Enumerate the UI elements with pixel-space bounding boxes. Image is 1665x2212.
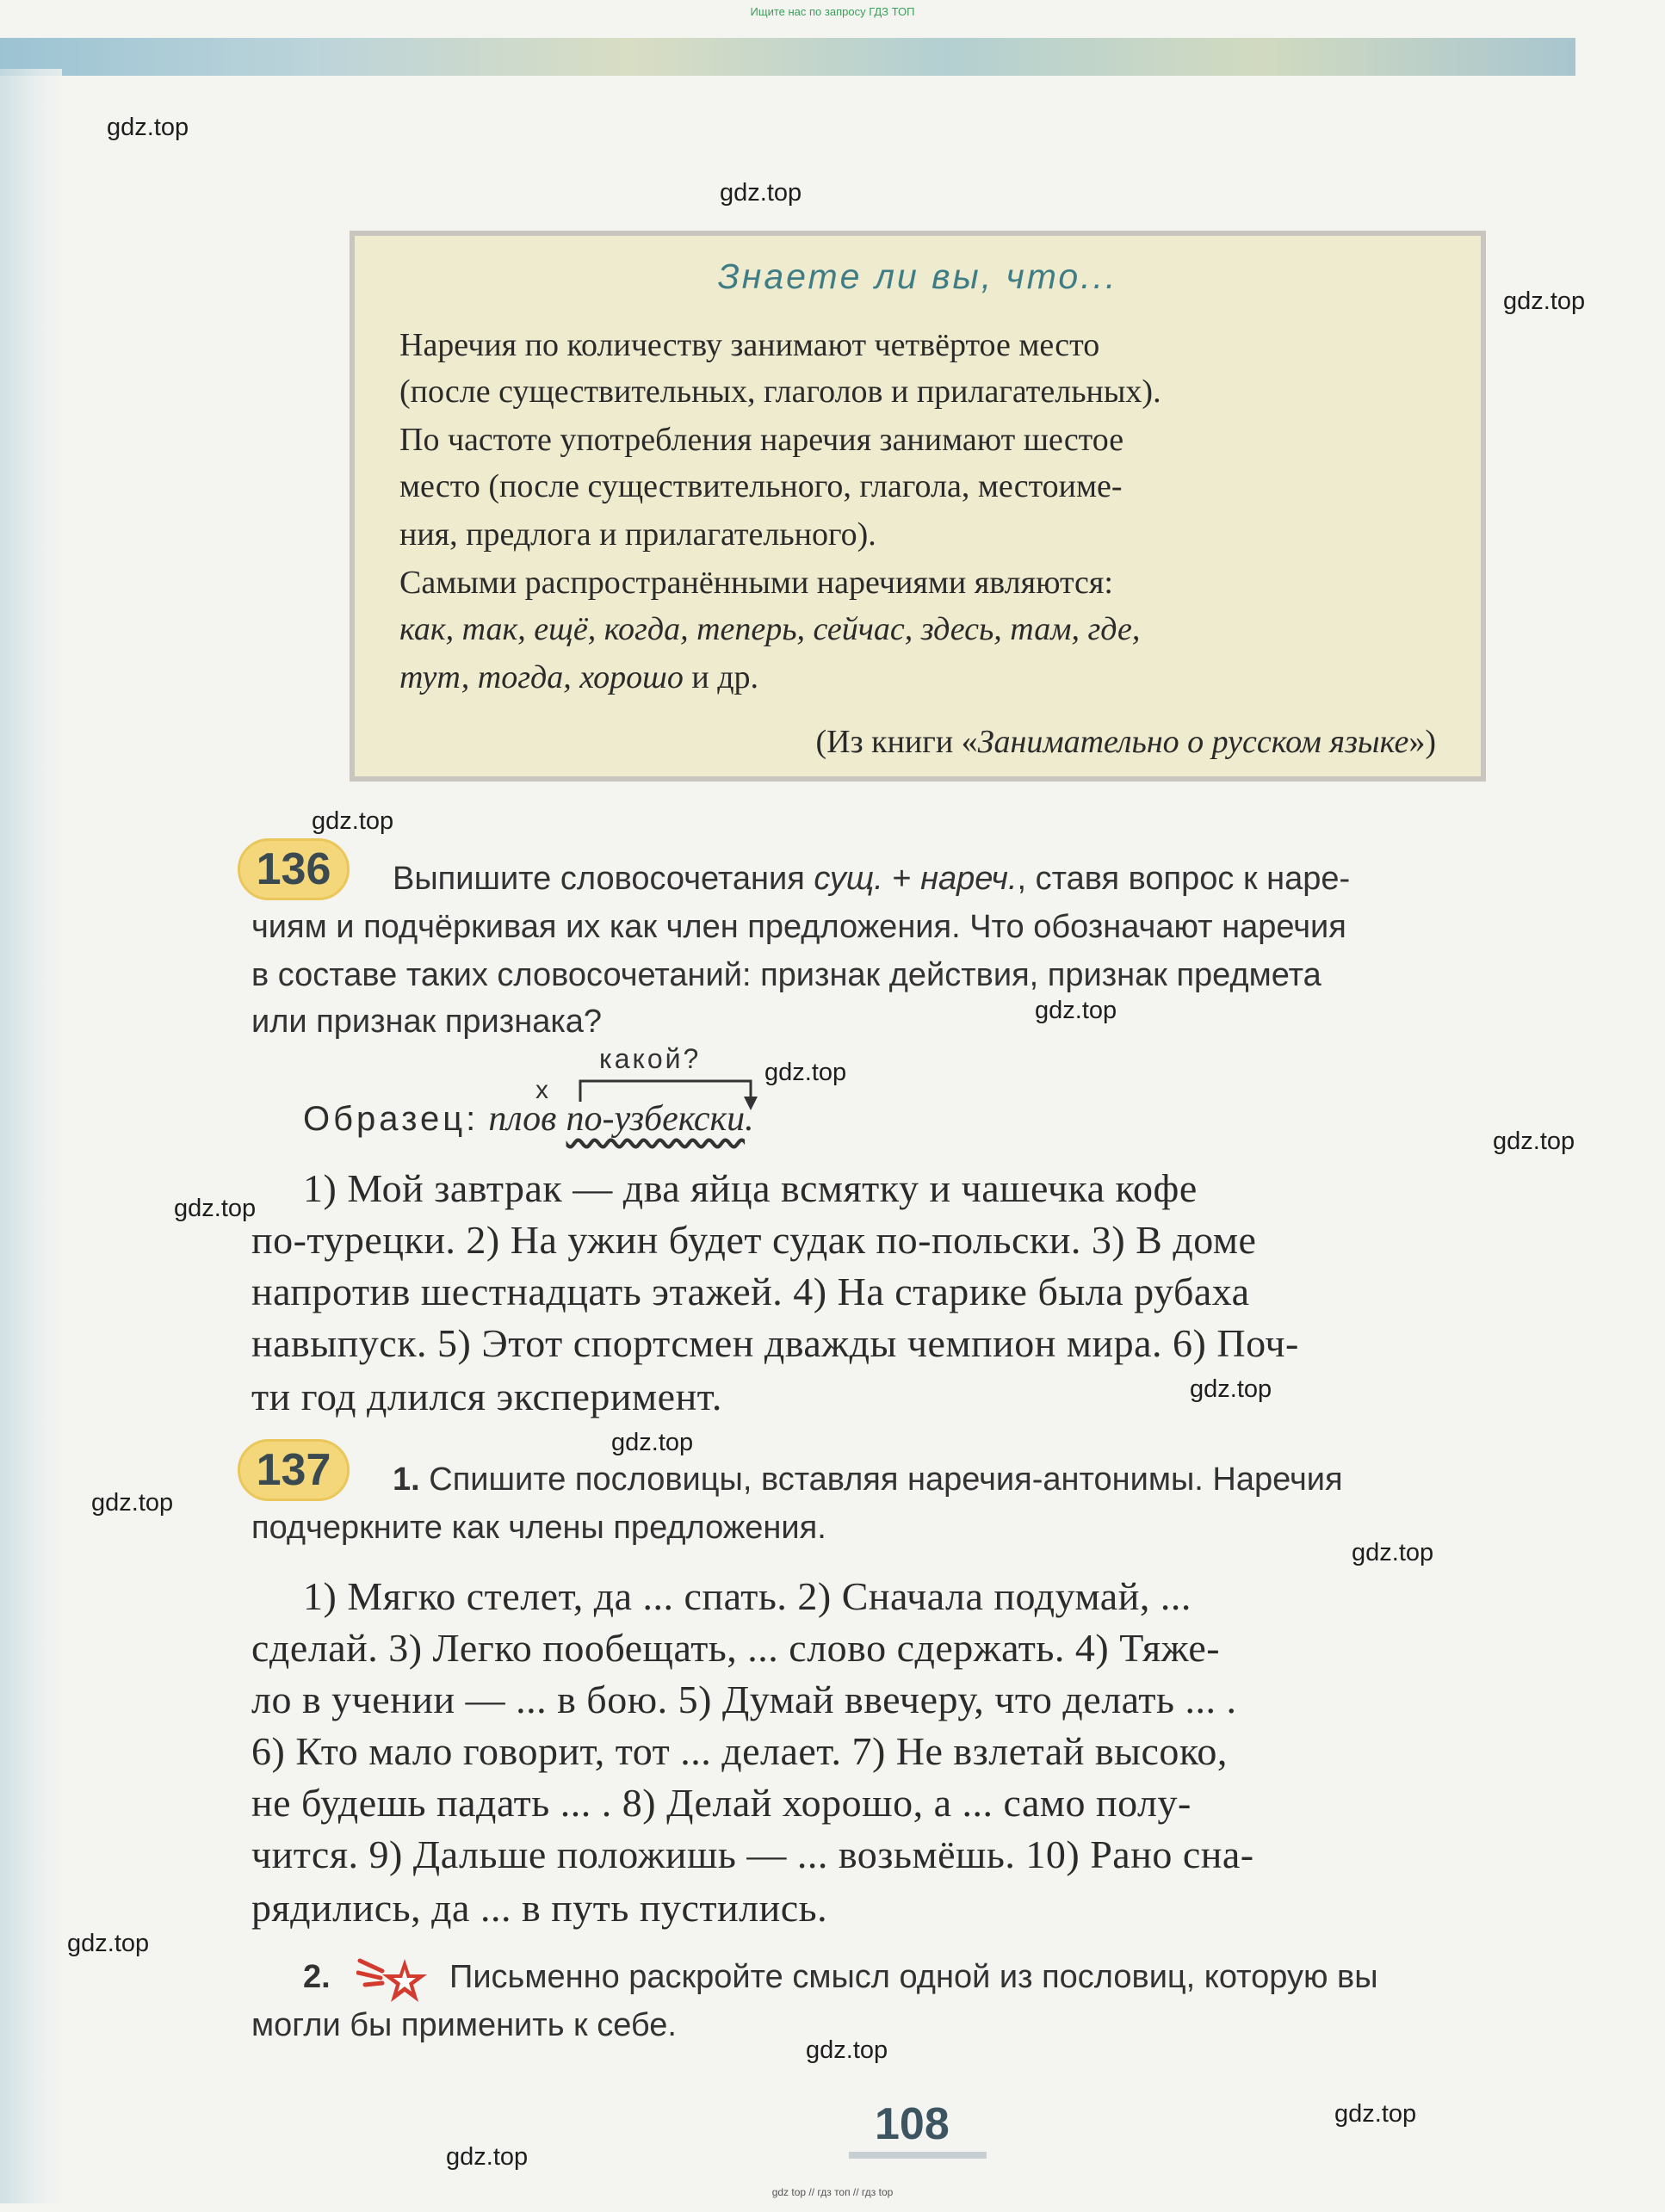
exercise-text-line: по-турецки. 2) На ужин будет судак по-польски. 3) В доме <box>251 1218 1257 1262</box>
sample-x-mark: x <box>535 1076 548 1104</box>
exercise-task-line: или признак признака? <box>251 1004 603 1040</box>
info-line: По частоте употребления наречия занимают шестое <box>399 422 1124 458</box>
exercise-task-line: могли бы применить к себе. <box>251 2007 677 2043</box>
sample-question-label: какой? <box>599 1043 702 1074</box>
exercise-text-line: напротив шестнадцать этажей. 4) На старике была рубаха <box>251 1270 1250 1313</box>
info-source <box>816 723 1436 761</box>
exercise-number-badge: 137 <box>238 1439 350 1501</box>
watermark: gdz.top <box>1493 1128 1575 1155</box>
exercise-text-line: 6) Кто мало говорит, тот ... делает. 7) Не взлетай высоко, <box>251 1729 1228 1773</box>
exercise-text-line: сделай. 3) Легко пообещать, ... слово сдержать. 4) Тяже- <box>251 1626 1221 1670</box>
exercise-text-line: навыпуск. 5) Этот спортсмен дважды чемпион мира. 6) Поч- <box>251 1321 1299 1365</box>
watermark: gdz.top <box>806 2036 888 2064</box>
watermark: gdz.top <box>1334 2100 1417 2128</box>
creative-task-star-icon <box>356 1952 434 2005</box>
exercise-task-line: подчеркните как члены предложения. <box>251 1510 826 1546</box>
exercise-text-line: чится. 9) Дальше положишь — ... возьмёшь. 10) Рано сна- <box>251 1832 1254 1876</box>
info-line: место (после существительного, глагола, местоиме- <box>399 468 1123 504</box>
watermark: gdz.top <box>611 1429 694 1456</box>
task-text: , ставя вопрос к наре- <box>1017 861 1351 897</box>
info-line-adverbs-end <box>399 661 1450 694</box>
top-note[interactable]: Ищите нас по запросу ГДЗ ТОП <box>750 5 915 18</box>
sample-label: Образец: <box>303 1100 480 1138</box>
watermark: gdz.top <box>764 1059 847 1086</box>
task-abbr: сущ. <box>814 861 883 897</box>
watermark: gdz.top <box>67 1930 150 1957</box>
exercise-task-line <box>393 1463 1343 1496</box>
task-text: Спишите пословицы, вставляя наречия-антонимы. Наречия <box>419 1461 1343 1498</box>
info-source-title: Занимательно о русском языке <box>977 724 1409 760</box>
exercise-number-badge: 136 <box>238 838 350 900</box>
watermark: gdz.top <box>91 1489 174 1517</box>
page-number-underline <box>849 2152 987 2159</box>
watermark: gdz.top <box>720 179 802 207</box>
page-number: 108 <box>875 2099 950 2149</box>
watermark: gdz.top <box>1035 997 1117 1024</box>
watermark: gdz.top <box>1190 1375 1272 1403</box>
exercise-text-line: 1) Мой завтрак — два яйца всмятку и чашечка кофе <box>303 1166 1198 1210</box>
sample-word: плов <box>488 1099 557 1139</box>
decorative-left-strip <box>0 69 62 2203</box>
exercise-task-line <box>393 862 1350 895</box>
exercise-task-line: чиям и подчёркивая их как член предложения. Что обозначают наречия <box>251 909 1346 945</box>
exercise-task-line: Письменно раскройте смысл одной из пословиц, которую вы <box>449 1959 1378 1995</box>
watermark: gdz.top <box>446 2143 529 2171</box>
exercise-text-line: ло в учении — ... в бою. 5) Думай ввечеру, что делать ... . <box>251 1678 1237 1721</box>
info-adverbs-italic: тут, тогда, хорошо <box>399 659 684 695</box>
info-line: Наречия по количеству занимают четвёртое место <box>399 327 1100 363</box>
decorative-banner <box>0 38 1575 76</box>
task-text: Выпишите словосочетания <box>393 861 814 897</box>
info-line: ния, предлога и прилагательного). <box>399 516 876 553</box>
info-adverbs-tail: и др. <box>683 659 759 695</box>
exercise-text-line: не будешь падать ... . 8) Делай хорошо, а ... само полу- <box>251 1781 1191 1825</box>
task-part-number: 1. <box>393 1461 420 1498</box>
watermark: gdz.top <box>107 114 189 141</box>
bottom-note[interactable]: gdz top // гдз топ // гдз top <box>771 2186 894 2198</box>
exercise-task-line: в составе таких словосочетаний: признак действия, признак предмета <box>251 957 1321 993</box>
info-line-adverbs: как, так, ещё, когда, теперь, сейчас, здесь, там, где, <box>399 611 1141 647</box>
watermark: gdz.top <box>312 807 394 835</box>
exercise-text-line: рядились, да ... в путь пустились. <box>251 1886 828 1930</box>
watermark: gdz.top <box>1352 1539 1434 1566</box>
info-source-prefix: (Из книги « <box>815 724 978 760</box>
info-box-title: Знаете ли вы, что... <box>717 256 1118 296</box>
sample-line <box>303 1098 754 1140</box>
exercise-text-line: 1) Мягко стелет, да ... спать. 2) Сначала подумай, ... <box>303 1574 1191 1618</box>
sample-adverb: по-узбекски <box>566 1099 746 1139</box>
exercise-text-line: ти год длился эксперимент. <box>251 1375 722 1418</box>
task-plus: + <box>882 861 921 897</box>
info-line: Самыми распространёнными наречиями являются: <box>399 565 1113 601</box>
did-you-know-box <box>350 231 1486 782</box>
sample-dot: . <box>745 1099 754 1139</box>
watermark: gdz.top <box>174 1195 257 1222</box>
info-source-suffix: ») <box>1408 724 1436 760</box>
info-line: (после существительных, глаголов и прилагательных). <box>399 374 1161 410</box>
task-part-number: 2. <box>303 1959 331 1995</box>
task-abbr: нареч. <box>920 861 1018 897</box>
watermark: gdz.top <box>1503 287 1586 315</box>
